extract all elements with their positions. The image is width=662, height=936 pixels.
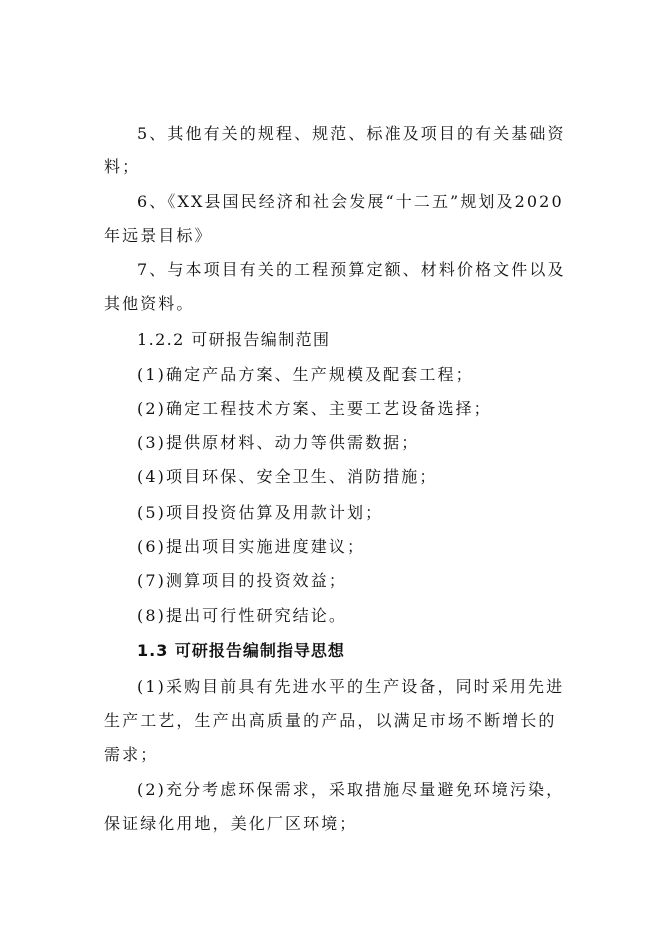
guideline-1-line-2: 生产工艺，生产出高质量的产品，以满足市场不断增长的 — [104, 711, 557, 730]
guideline-1-line-1: (1)采购目前具有先进水平的生产设备，同时采用先进 — [137, 677, 565, 696]
scope-item-2: (2)确定工程技术方案、主要工艺设备选择； — [137, 399, 492, 418]
scope-item-8: (8)提出可行性研究结论。 — [137, 606, 347, 625]
scope-item-4: (4)项目环保、安全卫生、消防措施； — [137, 467, 438, 486]
scope-item-3: (3)提供原材料、动力等供需数据； — [137, 433, 420, 452]
paragraph-6-line-2: 年远景目标》 — [104, 226, 213, 245]
guideline-1-line-3: 需求； — [104, 745, 159, 764]
section-1-3-heading: 1.3 可研报告编制指导思想 — [137, 641, 345, 660]
scope-item-7: (7)测算项目的投资效益； — [137, 571, 347, 590]
paragraph-7-line-1: 7、与本项目有关的工程预算定额、材料价格文件以及 — [137, 260, 566, 279]
scope-item-1: (1)确定产品方案、生产规模及配套工程； — [137, 365, 474, 384]
section-1-2-2-heading: 1.2.2 可研报告编制范围 — [137, 330, 331, 349]
paragraph-5-line-2: 料； — [104, 157, 141, 176]
paragraph-7-line-2: 其他资料。 — [104, 294, 195, 313]
scope-item-5: (5)项目投资估算及用款计划； — [137, 503, 384, 522]
paragraph-6-line-1: 6、《XX县国民经济和社会发展“十二五”规划及2020 — [137, 192, 564, 211]
guideline-2-line-1: (2)充分考虑环保需求，采取措施尽量避免环境污染， — [137, 780, 565, 799]
paragraph-5-line-1: 5、其他有关的规程、规范、标准及项目的有关基础资 — [137, 124, 566, 143]
guideline-2-line-2: 保证绿化用地，美化厂区环境； — [104, 814, 358, 833]
scope-item-6: (6)提出项目实施进度建议； — [137, 537, 366, 556]
